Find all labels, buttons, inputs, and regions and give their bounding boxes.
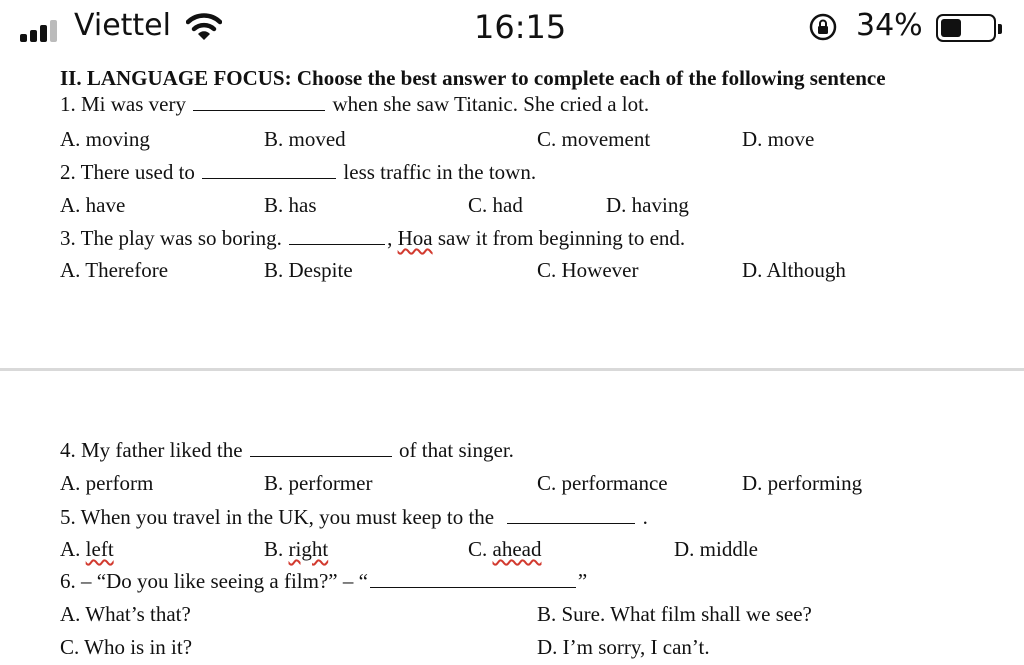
question-text: less traffic in the town. — [343, 160, 537, 184]
question-text: 4. My father liked the — [60, 438, 243, 462]
page-divider — [0, 368, 1024, 371]
question-text: 2. There used to — [60, 160, 195, 184]
question-text: . — [642, 505, 648, 529]
spellcheck-word: right — [288, 537, 329, 561]
option-c: C. ahead — [468, 537, 542, 561]
question-text: ” — [577, 569, 588, 593]
question-text: 5. When you travel in the UK, you must keep to the — [60, 505, 495, 529]
spellcheck-word: Hoa — [397, 226, 433, 250]
clock-time: 16:15 — [474, 8, 567, 46]
question-text: 1. Mi was very — [60, 92, 186, 116]
option-b: B. Sure. What film shall we see? — [537, 602, 812, 626]
option-a: A. moving — [60, 127, 150, 151]
option-d: D. having — [606, 193, 689, 217]
question-4 — [60, 438, 514, 463]
option-c: C. had — [468, 193, 523, 217]
answer-blank — [507, 522, 635, 524]
option-a: A. perform — [60, 471, 154, 495]
option-d: D. performing — [742, 471, 863, 495]
option-a: A. Therefore — [60, 258, 169, 282]
question-text: 3. The play was so boring. — [60, 226, 282, 250]
option-b: B. has — [264, 193, 317, 217]
answer-blank — [289, 243, 385, 245]
option-c: C. movement — [537, 127, 651, 151]
question-text: when she saw Titanic. She cried a lot. — [332, 92, 650, 116]
option-c: C. However — [537, 258, 639, 282]
question-5 — [60, 505, 648, 530]
option-c: C. performance — [537, 471, 668, 495]
question-text: of that singer. — [399, 438, 514, 462]
carrier-name: Viettel — [74, 8, 171, 43]
spellcheck-word: left — [85, 537, 114, 561]
option-d: D. Although — [742, 258, 846, 282]
question-2 — [60, 160, 536, 185]
option-d: D. middle — [674, 537, 758, 561]
option-c: C. Who is in it? — [60, 635, 193, 659]
section-heading: II. LANGUAGE FOCUS: Choose the best answer to complete each of the following sentence — [60, 66, 886, 90]
answer-blank — [250, 455, 392, 457]
option-a: A. What’s that? — [60, 602, 191, 626]
answer-blank — [193, 109, 325, 111]
option-a: A. left — [60, 537, 114, 561]
option-d: D. I’m sorry, I can’t. — [537, 635, 710, 659]
question-1 — [60, 92, 649, 117]
option-b: B. right — [264, 537, 329, 561]
option-b: B. moved — [264, 127, 346, 151]
option-d: D. move — [742, 127, 815, 151]
option-b: B. Despite — [264, 258, 353, 282]
answer-blank — [370, 586, 576, 588]
question-6 — [60, 569, 587, 594]
answer-blank — [202, 177, 336, 179]
question-text: , — [387, 226, 398, 250]
option-a: A. have — [60, 193, 126, 217]
question-text: saw it from beginning to end. — [432, 226, 686, 250]
option-b: B. performer — [264, 471, 373, 495]
battery-percentage: 34% — [856, 8, 923, 43]
question-text: 6. – “Do you like seeing a film?” – “ — [60, 569, 368, 593]
question-3 — [60, 226, 685, 251]
spellcheck-word: ahead — [492, 537, 542, 561]
